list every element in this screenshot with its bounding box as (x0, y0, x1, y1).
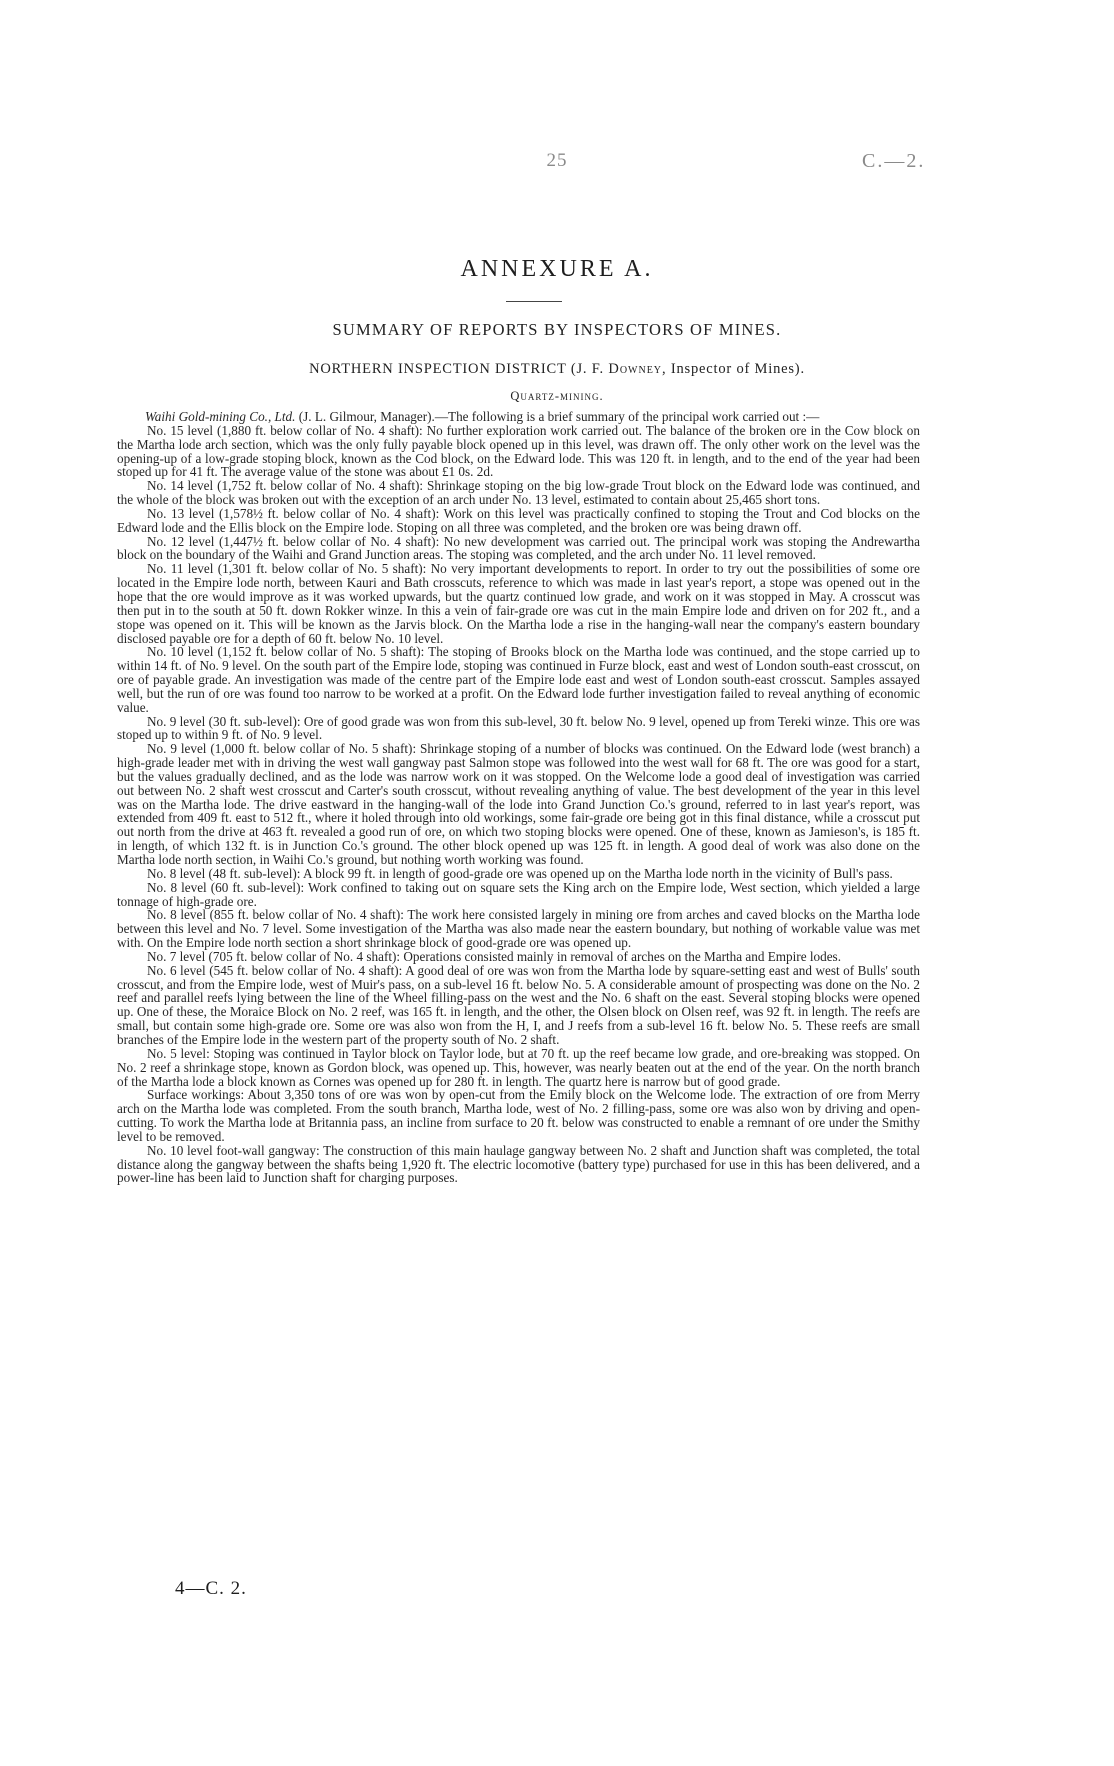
report-paragraph: No. 11 level (1,301 ft. below collar of No. 5 shaft): No very important developments to report. In order to try out the possibilities of some ore located in the Empire lode north, between Kauri and Bath crosscuts, reference to which was made in last year's report, a stope was opened out in the hope that the ore would improve as it was worked upwards, but the quartz continued low grade, and work on it was stopped in May. A crosscut was then put in to the south at 50 ft. down Rokker winze. In this a vein of fair-grade ore was cut in the main Empire lode and driven on for 202 ft., and a stope was opened on it. This will be known as the Jarvis block. On the Martha lode a rise in the hanging-wall near the company's eastern boundary disclosed payable ore for a depth of 60 ft. below No. 10 level. (117, 561, 920, 646)
inspector-prefix: (J. F. (570, 361, 604, 377)
report-paragraph: No. 8 level (60 ft. sub-level): Work confined to taking out on square sets the King arch on the Empire lode, West section, which yielded a large tonnage of high-grade ore. (117, 879, 920, 909)
report-paragraph: No. 5 level: Stoping was continued in Taylor block on Taylor lode, but at 70 ft. up the reef became low grade, and ore-breaking was stopped. On No. 2 reef a shrinkage stope, known as Gordon block, was opened up. This, however, was nearly beaten out at the end of the year. On the north branch of the Martha lode a block known as Cornes was opened up for 280 ft. in length. The quartz here is narrow but of good grade. (117, 1045, 920, 1089)
summary-heading: SUMMARY OF REPORTS BY INSPECTORS OF MINES. (332, 320, 782, 339)
report-paragraph: No. 10 level foot-wall gangway: The construction of this main haulage gangway between No. 2 shaft and Junction shaft was completed, the total distance along the gangway between the shafts being 1,920 ft. The electric locomotive (battery type) purchased for use in this has been delivered, and a power-line has been laid to Junction shaft for charging purposes. (117, 1142, 920, 1186)
intro-text: (J. L. Gilmour, Manager).—The following is a brief summary of the principal work carried out :— (295, 409, 820, 424)
report-paragraph: No. 8 level (48 ft. sub-level): A block 99 ft. in length of good-grade ore was opened up on the Martha lode north in the vicinity of Bull's pass. (147, 865, 893, 881)
title-rule (506, 301, 562, 302)
district-name: NORTHERN INSPECTION DISTRICT (309, 361, 567, 377)
report-paragraph: No. 10 level (1,152 ft. below collar of No. 5 shaft): The stoping of Brooks block on the Martha lode was continued, and the stope carried up to within 14 ft. of No. 9 level. On the south part of the Empire lode, stoping was continued in Furze block, east and west of London south-east crosscut, on ore of payable grade. An investigation was made of the centre part of the Empire lode east and west of London south-east crosscut. Samples assayed well, but the run of ore was found too narrow to be worked at a profit. On the Edward lode further investigation failed to reveal anything of economic value. (117, 644, 920, 715)
report-paragraph: No. 9 level (1,000 ft. below collar of No. 5 shaft): Shrinkage stoping of a number of blocks was continued. On the Edward lode (west branch) a high-grade leader met with in driving the west wall gangway past Salmon stope was followed into the west wall for 68 ft. The ore was good for a start, but the values gradually declined, and as the lode was narrow work on it was stopped. On the Welcome lode a good deal of investigation was carried out between No. 2 shaft west crosscut and Carter's south crosscut, without revealing anything of value. The best development of the year in this level was on the Martha lode. The drive eastward in the hanging-wall of the lode into Grand Junction Co.'s ground, referred to in last year's report, was extended from 409 ft. east to 512 ft., where it holed through into old workings, some fair-grade ore being got in this final distance, while a crosscut put out north from the drive at 463 ft. revealed a good run of ore, on which two stoping blocks were opened. One of these, known as Jamieson's, is 185 ft. in length, of which 132 ft. is in Junction Co.'s ground. The other block opened up was 125 ft. in length. A good deal of work was also done on the Martha lode north section, in Waihi Co.'s ground, but nothing worth working was found. (117, 741, 920, 867)
report-paragraph: No. 15 level (1,880 ft. below collar of No. 4 shaft): No further exploration work carried out. The balance of the broken ore in the Cow block on the Martha lode arch section, which was the only fully payable block opened up in this level, was drawn off. The only other work on the level was the opening-up of a low-grade stoping block, known as the Cod block, on the Edward lode. This was 120 ft. in length, and to the end of the year had been stoped up for 41 ft. The average value of the stone was about £1 0s. 2d. (117, 422, 920, 480)
report-paragraph: No. 12 level (1,447½ ft. below collar of No. 4 shaft): No new development was carried out. The principal work was stoping the Andrewartha block on the boundary of the Waihi and Grand Junction areas. The stoping was completed, and the arch under No. 11 level removed. (117, 533, 920, 563)
report-paragraph: No. 6 level (545 ft. below collar of No. 4 shaft): A good deal of ore was won from the Martha lode by square-setting east and west of Bulls' south crosscut, and from the Empire lode, west of Muir's pass, on a sub-level 16 ft. below No. 5. A considerable amount of prospecting was done on the No. 2 reef and parallel reefs lying between the line of the Wheel filling-pass on the west and the No. 6 shaft on the east. Several stoping blocks were opened up. One of these, the Moraice Block on No. 2 reef, was 165 ft. in length, and the other, the Olsen block on Olsen reef, was 92 ft. in length. The reefs are small, but contain some high-grade ore. Some ore was also won from the H, I, and J reefs from a sub-level 16 ft. below No. 5. These reefs are small branches of the Empire lode in the western part of the property south of No. 2 shaft. (117, 962, 920, 1047)
section-subheading: Quartz-mining. (510, 389, 604, 403)
report-paragraph: Surface workings: About 3,350 tons of ore was won by open-cut from the Emily block on the Welcome lode. The extraction of ore from Merry arch on the Martha lode was completed. From the south branch, Martha lode, west of No. 2 filling-pass, some ore was also won by driving and open-cutting. To work the Martha lode at Britannia pass, an incline from surface to 20 ft. below was constructed to enable a remnant of ore under the Smithy level to be removed. (117, 1087, 920, 1144)
page-number: 25 (546, 150, 568, 171)
report-paragraph: No. 14 level (1,752 ft. below collar of No. 4 shaft): Shrinkage stoping on the big low-grade Trout block on the Edward lode was continued, and the whole of the block was broken out with the exception of an arch under No. 13 level, estimated to contain about 25,465 short tons. (117, 478, 920, 508)
inspector-suffix: , Inspector of Mines). (662, 361, 805, 377)
inspector-name: Downey (608, 361, 663, 377)
annexure-title: ANNEXURE A. (460, 256, 654, 282)
signature-mark: 4—C. 2. (175, 1578, 247, 1599)
district-heading (0, 361, 1114, 378)
report-paragraph: No. 13 level (1,578½ ft. below collar of No. 4 shaft): Work on this level was practically confined to stoping the Trout and Cod blocks on the Edward lode and the Ellis block on the Empire lode. Stoping on all three was completed, and the broken ore was being drawn off. (117, 505, 920, 535)
report-paragraph: No. 7 level (705 ft. below collar of No. 4 shaft): Operations consisted mainly in removal of arches on the Martha and Empire lodes. (147, 948, 841, 964)
document-code: C.—2. (862, 150, 926, 172)
intro-paragraph (117, 410, 920, 424)
report-body (117, 410, 920, 1185)
report-paragraph: No. 9 level (30 ft. sub-level): Ore of good grade was won from this sub-level, 30 ft. below No. 9 level, opened up from Tereki winze. This ore was stoped up to within 9 ft. of No. 9 level. (117, 713, 920, 743)
company-name: Waihi Gold-mining Co., Ltd. (145, 409, 296, 424)
report-paragraph: No. 8 level (855 ft. below collar of No. 4 shaft): The work here consisted largely in mining ore from arches and caved blocks on the Martha lode between this level and No. 7 level. Some investigation of the Martha was also made near the eastern boundary, but nothing of workable value was met with. On the Empire lode north section a short shrinkage block of good-grade ore was opened up. (117, 907, 920, 951)
